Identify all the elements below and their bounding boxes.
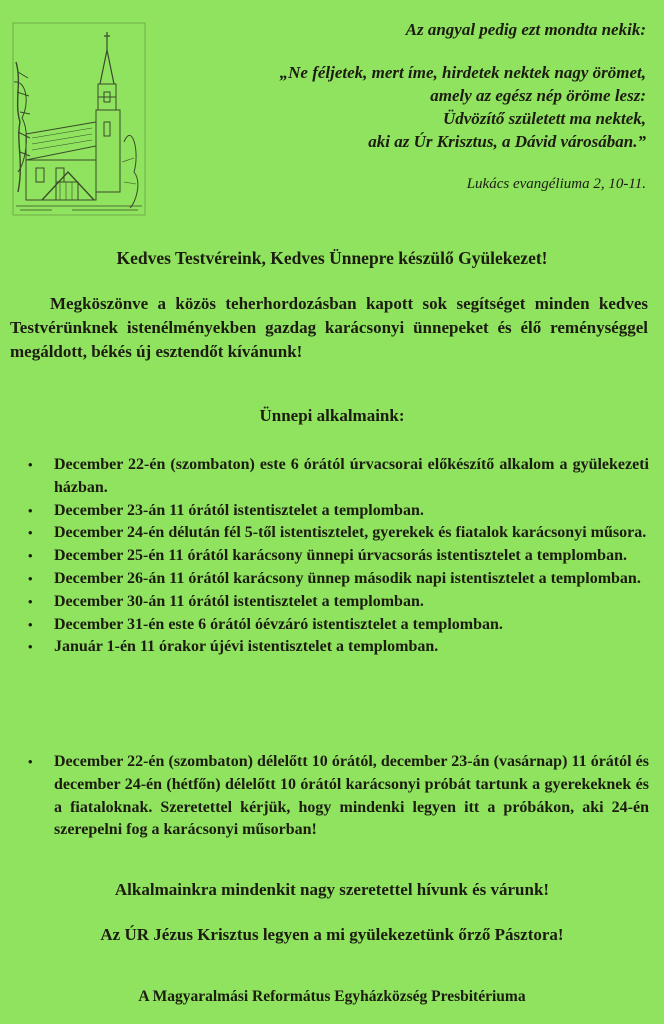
list-item: • December 30-án 11 órától istentisztelet a templomban. (28, 591, 649, 614)
quote-intro: Az angyal pedig ezt mondta nekik: (405, 20, 646, 39)
list-item: • December 25-én 11 órától karácsony ünnepi úrvacsorás istentisztelet a templomban. (28, 545, 649, 568)
bible-quote (186, 18, 646, 196)
rehearsal-item: • December 22-én (szombaton) délelőtt 10 órától, december 23-án (vasárnap) 11 órától és december 24-én (hétfőn) délelőtt 10 órától karácsonyi próbát tartunk a gyerekeknek és a fiataloknak. Szeretettel kérjük, hogy mindenki legyen itt a próbákon, aki 24-én szerepelni fog a karácsonyi műsorban! (28, 751, 649, 842)
quote-line: aki az Úr Krisztus, a Dávid városában.” (368, 132, 646, 151)
quote-reference: Lukács evangéliuma 2, 10-11. (466, 176, 646, 192)
list-item: • December 23-án 11 órától istentisztelet a templomban. (28, 500, 649, 523)
blessing: Az ÚR Jézus Krisztus legyen a mi gyülekezetünk őrző Pásztora! (100, 925, 564, 944)
quote-line: „Ne féljetek, mert íme, hirdetek nektek nagy örömet, (279, 63, 646, 82)
thanks-paragraph: Megköszönve a közös teherhordozásban kapott sok segítséget minden kedves Testvérünknek istenélményekben gazdag karácsonyi ünnepeket és élő reménységgel megáldott, békés új esztendőt kívánunk! (10, 294, 648, 361)
list-item: • Január 1-én 11 órakor újévi istentisztelet a templomban. (28, 636, 649, 659)
events-list (28, 454, 649, 659)
events-title: Ünnepi alkalmaink: (259, 406, 405, 425)
church-sketch (12, 22, 146, 216)
signature: A Magyaralmási Református Egyházközség Presbitériuma (138, 988, 526, 1005)
greeting: Kedves Testvéreink, Kedves Ünnepre készülő Gyülekezet! (116, 248, 548, 268)
list-item: • December 26-án 11 órától karácsony ünnep második napi istentisztelet a templomban. (28, 568, 649, 591)
rehearsal-list (28, 751, 649, 842)
quote-line: Üdvözítő született ma nektek, (442, 109, 646, 128)
list-item: • December 31-én este 6 órától óévzáró istentisztelet a templomban. (28, 614, 649, 637)
invitation: Alkalmainkra mindenkit nagy szeretettel hívunk és várunk! (114, 880, 550, 899)
list-item: • December 24-én délután fél 5-től istentisztelet, gyerekek és fiatalok karácsonyi műsora. (28, 522, 649, 545)
list-item: • December 22-én (szombaton) este 6 órától úrvacsorai előkészítő alkalom a gyülekezeti házban. (28, 454, 649, 500)
quote-line: amely az egész nép öröme lesz: (430, 86, 646, 105)
